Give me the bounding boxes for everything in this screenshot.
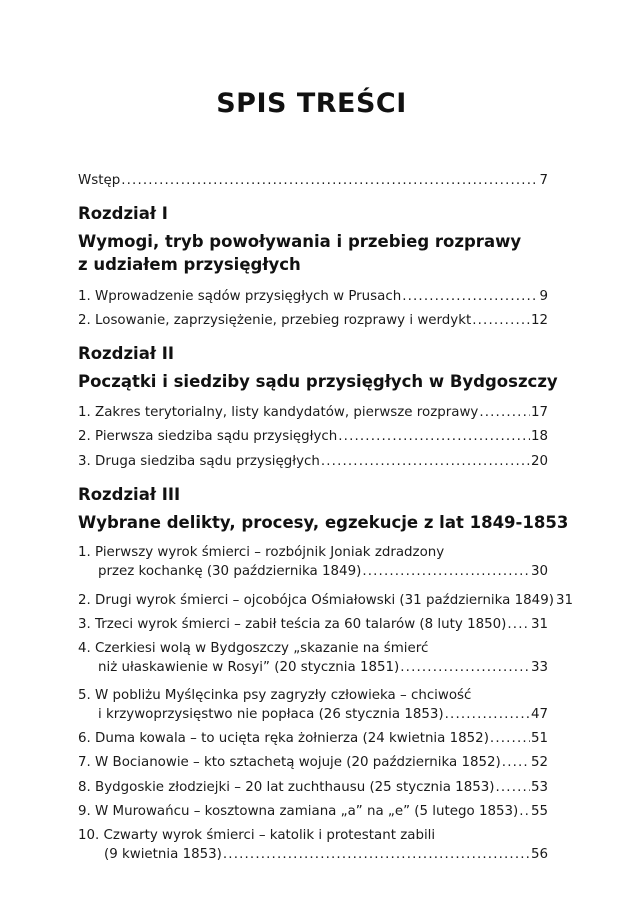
toc-entry[interactable]	[78, 639, 548, 677]
toc-entry-label-continued: (9 kwietnia 1853)	[104, 847, 222, 862]
toc-page-number: 53	[530, 780, 548, 795]
chapter-title	[78, 511, 569, 534]
chapter-label: Rozdział I	[78, 204, 168, 223]
toc-entry-label: Wstęp	[78, 173, 121, 188]
toc-page-number: 9	[539, 289, 548, 304]
toc-page-number: 52	[530, 755, 548, 770]
dot-leader	[490, 729, 530, 748]
toc-entry-label-continued: i krzywoprzysięstwo nie popłaca (26 stycznia 1853)	[98, 707, 444, 722]
toc-entry[interactable]	[78, 427, 548, 446]
dot-leader	[495, 778, 529, 797]
toc-entry[interactable]	[78, 403, 548, 422]
toc-entry[interactable]	[78, 591, 573, 610]
chapter-title	[78, 230, 548, 276]
dot-leader	[338, 427, 530, 446]
toc-entry-label-continued: niż ułaskawienie w Rosyi” (20 stycznia 1851)	[98, 660, 400, 675]
toc-page-number: 55	[530, 804, 548, 819]
toc-entry[interactable]	[78, 778, 548, 797]
dot-leader	[321, 452, 530, 471]
toc-page-number: 30	[530, 564, 548, 579]
toc-entry-label: 7. W Bocianowie – kto sztachetą wojuje (20 października 1852)	[78, 755, 501, 770]
toc-entry-label-continued: przez kochankę (30 października 1849)	[98, 564, 362, 579]
toc-entry[interactable]	[78, 311, 548, 330]
toc-entry-label: 1. Wprowadzenie sądów przysięgłych w Prusach	[78, 289, 402, 304]
toc-entry[interactable]	[78, 615, 548, 634]
dot-leader	[402, 287, 538, 306]
toc-page-number: 12	[530, 313, 548, 328]
chapter-title-line: z udziałem przysięgłych	[78, 255, 301, 274]
dot-leader	[223, 845, 530, 864]
toc-page-number: 51	[530, 731, 548, 746]
dot-leader	[400, 658, 530, 677]
toc-entry-label: 1. Zakres terytorialny, listy kandydatów, pierwsze rozprawy	[78, 405, 479, 420]
toc-page-number: 17	[530, 405, 548, 420]
toc-entry-label: 2. Drugi wyrok śmierci – ojcobójca Ośmiałowski (31 października 1849)	[78, 593, 554, 608]
toc-entry-label: 5. W pobliżu Myślęcinka psy zagryzły człowieka – chciwość	[78, 688, 472, 703]
toc-entry-label: 1. Pierwszy wyrok śmierci – rozbójnik Joniak zdradzony	[78, 545, 445, 560]
chapter-label: Rozdział III	[78, 485, 181, 504]
toc-entry[interactable]	[78, 452, 548, 471]
dot-leader	[519, 802, 530, 821]
toc-entry-label: 3. Druga siedziba sądu przysięgłych	[78, 454, 320, 469]
dot-leader	[507, 615, 530, 634]
dot-leader	[502, 753, 530, 772]
toc-entry[interactable]	[78, 686, 548, 724]
toc-page-number: 47	[530, 707, 548, 722]
toc-entry-label: 4. Czerkiesi wolą w Bydgoszczy „skazanie na śmierć	[78, 641, 429, 656]
toc-entry-intro[interactable]	[78, 171, 548, 190]
dot-leader	[472, 311, 530, 330]
chapter-title-line: Wybrane delikty, procesy, egzekucje z lat 1849-1853	[78, 513, 569, 532]
toc-page-number: 20	[530, 454, 548, 469]
page-title: SPIS TREŚCI	[216, 88, 407, 119]
toc-entry-label: 2. Losowanie, zaprzysiężenie, przebieg rozprawy i werdykt	[78, 313, 472, 328]
chapter-title-line: Wymogi, tryb powoływania i przebieg rozprawy	[78, 232, 522, 251]
toc-entry-label: 2. Pierwsza siedziba sądu przysięgłych	[78, 429, 338, 444]
chapter-title-line: Początki i siedziby sądu przysięgłych w Bydgoszczy	[78, 372, 558, 391]
toc-page-number: 31	[555, 593, 573, 608]
toc-entry-label: 10. Czwarty wyrok śmierci – katolik i protestant zabili	[78, 828, 436, 843]
toc-entry-label: 6. Duma kowala – to ucięta ręka żołnierza (24 kwietnia 1852)	[78, 731, 489, 746]
toc-page-number: 18	[530, 429, 548, 444]
toc-entry-label: 9. W Murowańcu – kosztowna zamiana „a” na „e” (5 lutego 1853)	[78, 804, 519, 819]
dot-leader	[479, 403, 530, 422]
chapter-label: Rozdział II	[78, 344, 174, 363]
toc-page-number: 56	[530, 847, 548, 862]
toc-entry-label: 3. Trzeci wyrok śmierci – zabił teścia za 60 talarów (8 luty 1850)	[78, 617, 507, 632]
toc-entry[interactable]	[78, 802, 548, 821]
toc-entry[interactable]	[78, 753, 548, 772]
toc-entry[interactable]	[78, 729, 548, 748]
toc-entry[interactable]	[78, 826, 548, 864]
chapter-title	[78, 370, 558, 393]
toc-page-number: 33	[530, 660, 548, 675]
toc-page-number: 31	[530, 617, 548, 632]
dot-leader	[362, 562, 530, 581]
toc-entry[interactable]	[78, 287, 548, 306]
toc-page-number: 7	[539, 173, 548, 188]
toc-entry-label: 8. Bydgoskie złodziejki – 20 lat zuchthausu (25 stycznia 1853)	[78, 780, 495, 795]
dot-leader	[445, 705, 530, 724]
toc-entry[interactable]	[78, 543, 548, 581]
dot-leader	[121, 171, 538, 190]
